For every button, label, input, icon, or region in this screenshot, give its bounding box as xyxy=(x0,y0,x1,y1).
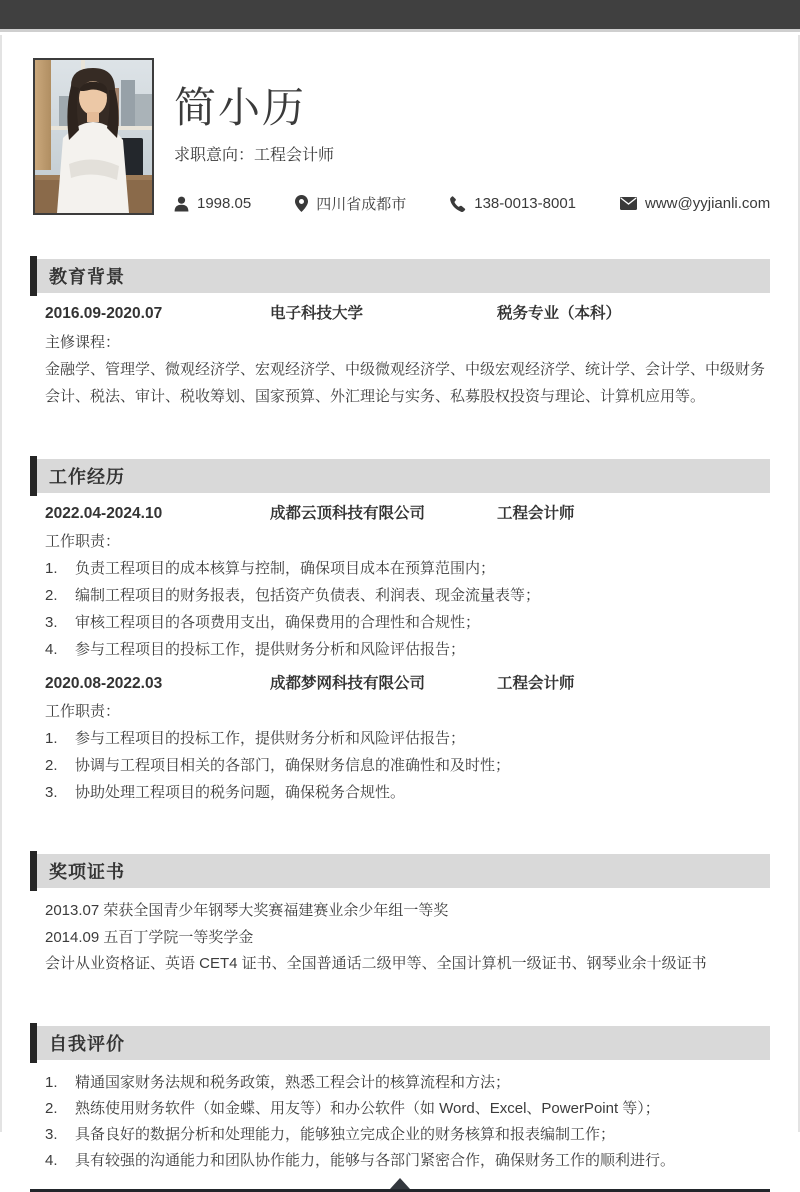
section-self-evaluation xyxy=(30,1026,770,1174)
job-2-company: 成都梦网科技有限公司 xyxy=(270,675,426,692)
awards-list xyxy=(30,898,770,978)
contact-row xyxy=(174,193,770,214)
email-icon xyxy=(620,197,637,210)
job-2-duty: 协助处理工程项目的税务问题，确保税务合规性。 xyxy=(75,784,406,801)
candidate-name: 简小历 xyxy=(174,84,307,131)
job-1-duty: 编制工程项目的财务报表，包括资产负债表、利润表、现金流量表等； xyxy=(75,587,541,604)
education-period: 2016.09-2020.07 xyxy=(45,305,163,322)
job-objective: 求职意向：工程会计师 xyxy=(174,147,335,165)
job-entry-1 xyxy=(30,503,770,663)
footer-divider xyxy=(30,1189,770,1192)
contact-birth-text: 1998.05 xyxy=(197,195,252,212)
job-2-period: 2020.08-2022.03 xyxy=(45,675,163,692)
profile-photo-illustration xyxy=(35,60,152,213)
section-title-work: 工作经历 xyxy=(49,467,125,487)
job-1-company: 成都云顶科技有限公司 xyxy=(270,505,426,522)
job-2-duties-label: 工作职责： xyxy=(45,703,121,720)
job-1-period: 2022.04-2024.10 xyxy=(45,505,163,522)
section-awards xyxy=(30,854,770,978)
award-item: 2014.09 五百丁学院一等奖学金 xyxy=(45,928,254,946)
job-1-duties-list xyxy=(45,555,770,663)
contact-location xyxy=(295,193,406,214)
self-evaluation-block xyxy=(30,1070,770,1174)
scroll-top-triangle-icon xyxy=(390,1178,410,1189)
contact-phone-text: 138-0013-8001 xyxy=(474,195,577,212)
section-title-education: 教育背景 xyxy=(49,267,125,287)
job-2-position: 工程会计师 xyxy=(497,675,575,692)
courses-text: 金融学、管理学、微观经济学、宏观经济学、中级微观经济学、中级宏观经济学、统计学、会计学、中级财务会计、税法、审计、税收筹划、国家预算、外汇理论与实务、私募股权投资与理论、计算机应用等。 xyxy=(45,361,766,405)
section-header-awards xyxy=(30,854,770,888)
contact-email xyxy=(620,195,770,212)
job-2-duty: 协调与工程项目相关的各部门，确保财务信息的准确性和及时性； xyxy=(75,757,511,774)
education-major: 税务专业（本科） xyxy=(497,305,622,322)
contact-email-text: www@yyjianli.com xyxy=(645,195,771,212)
job-2-duty: 参与工程项目的投标工作，提供财务分析和风险评估报告； xyxy=(75,730,466,747)
self-evaluation-item: 具备良好的数据分析和处理能力，能够独立完成企业的财务核算和报表编制工作； xyxy=(75,1125,616,1143)
contact-phone xyxy=(450,195,576,212)
job-1-duties-label: 工作职责： xyxy=(45,533,121,550)
job-1-duty: 负责工程项目的成本核算与控制，确保项目成本在预算范围内； xyxy=(75,560,496,577)
section-education xyxy=(30,259,770,410)
job-1-duty: 参与工程项目的投标工作，提供财务分析和风险评估报告； xyxy=(75,641,466,658)
section-header-education xyxy=(30,259,770,293)
top-bar xyxy=(0,0,800,32)
person-icon xyxy=(174,196,189,212)
header-text-block xyxy=(174,58,770,215)
job-entry-2 xyxy=(30,673,770,806)
award-item: 2013.07 荣获全国青少年钢琴大奖赛福建赛业余少年组一等奖 xyxy=(45,902,449,919)
self-evaluation-item: 具有较强的沟通能力和团队协作能力，能够与各部门紧密合作，确保财务工作的顺利进行。 xyxy=(75,1151,676,1169)
section-header-work xyxy=(30,459,770,493)
section-work xyxy=(30,459,770,806)
contact-location-text: 四川省成都市 xyxy=(316,196,407,213)
job-1-duty: 审核工程项目的各项费用支出，确保费用的合理性和合规性； xyxy=(75,614,481,631)
location-icon xyxy=(295,195,308,212)
profile-photo xyxy=(33,58,154,215)
resume-content xyxy=(30,259,770,1192)
job-1-position: 工程会计师 xyxy=(497,505,575,522)
phone-icon xyxy=(450,196,466,212)
job-2-heading xyxy=(45,673,770,695)
education-entry xyxy=(45,303,770,325)
self-evaluation-item: 熟练使用财务软件（如金蝶、用友等）和办公软件（如 Word、Excel、PowerPoint 等）； xyxy=(75,1099,660,1117)
section-title-awards: 奖项证书 xyxy=(49,862,125,882)
education-school: 电子科技大学 xyxy=(270,305,364,322)
section-title-self-evaluation: 自我评价 xyxy=(49,1033,125,1054)
page-edge-left xyxy=(0,35,2,1132)
courses-label: 主修课程： xyxy=(45,334,121,351)
section-header-self-evaluation xyxy=(30,1026,770,1060)
job-2-duties-list xyxy=(45,725,770,806)
self-evaluation-list xyxy=(45,1070,770,1174)
award-item: 会计从业资格证、英语 CET4 证书、全国普通话二级甲等、全国计算机一级证书、钢琴业余十级证书 xyxy=(45,955,707,972)
self-evaluation-item: 精通国家财务法规和税务政策，熟悉工程会计的核算流程和方法； xyxy=(75,1073,511,1091)
job-1-heading xyxy=(45,503,770,525)
resume-header xyxy=(0,32,800,223)
contact-birth xyxy=(174,195,251,212)
